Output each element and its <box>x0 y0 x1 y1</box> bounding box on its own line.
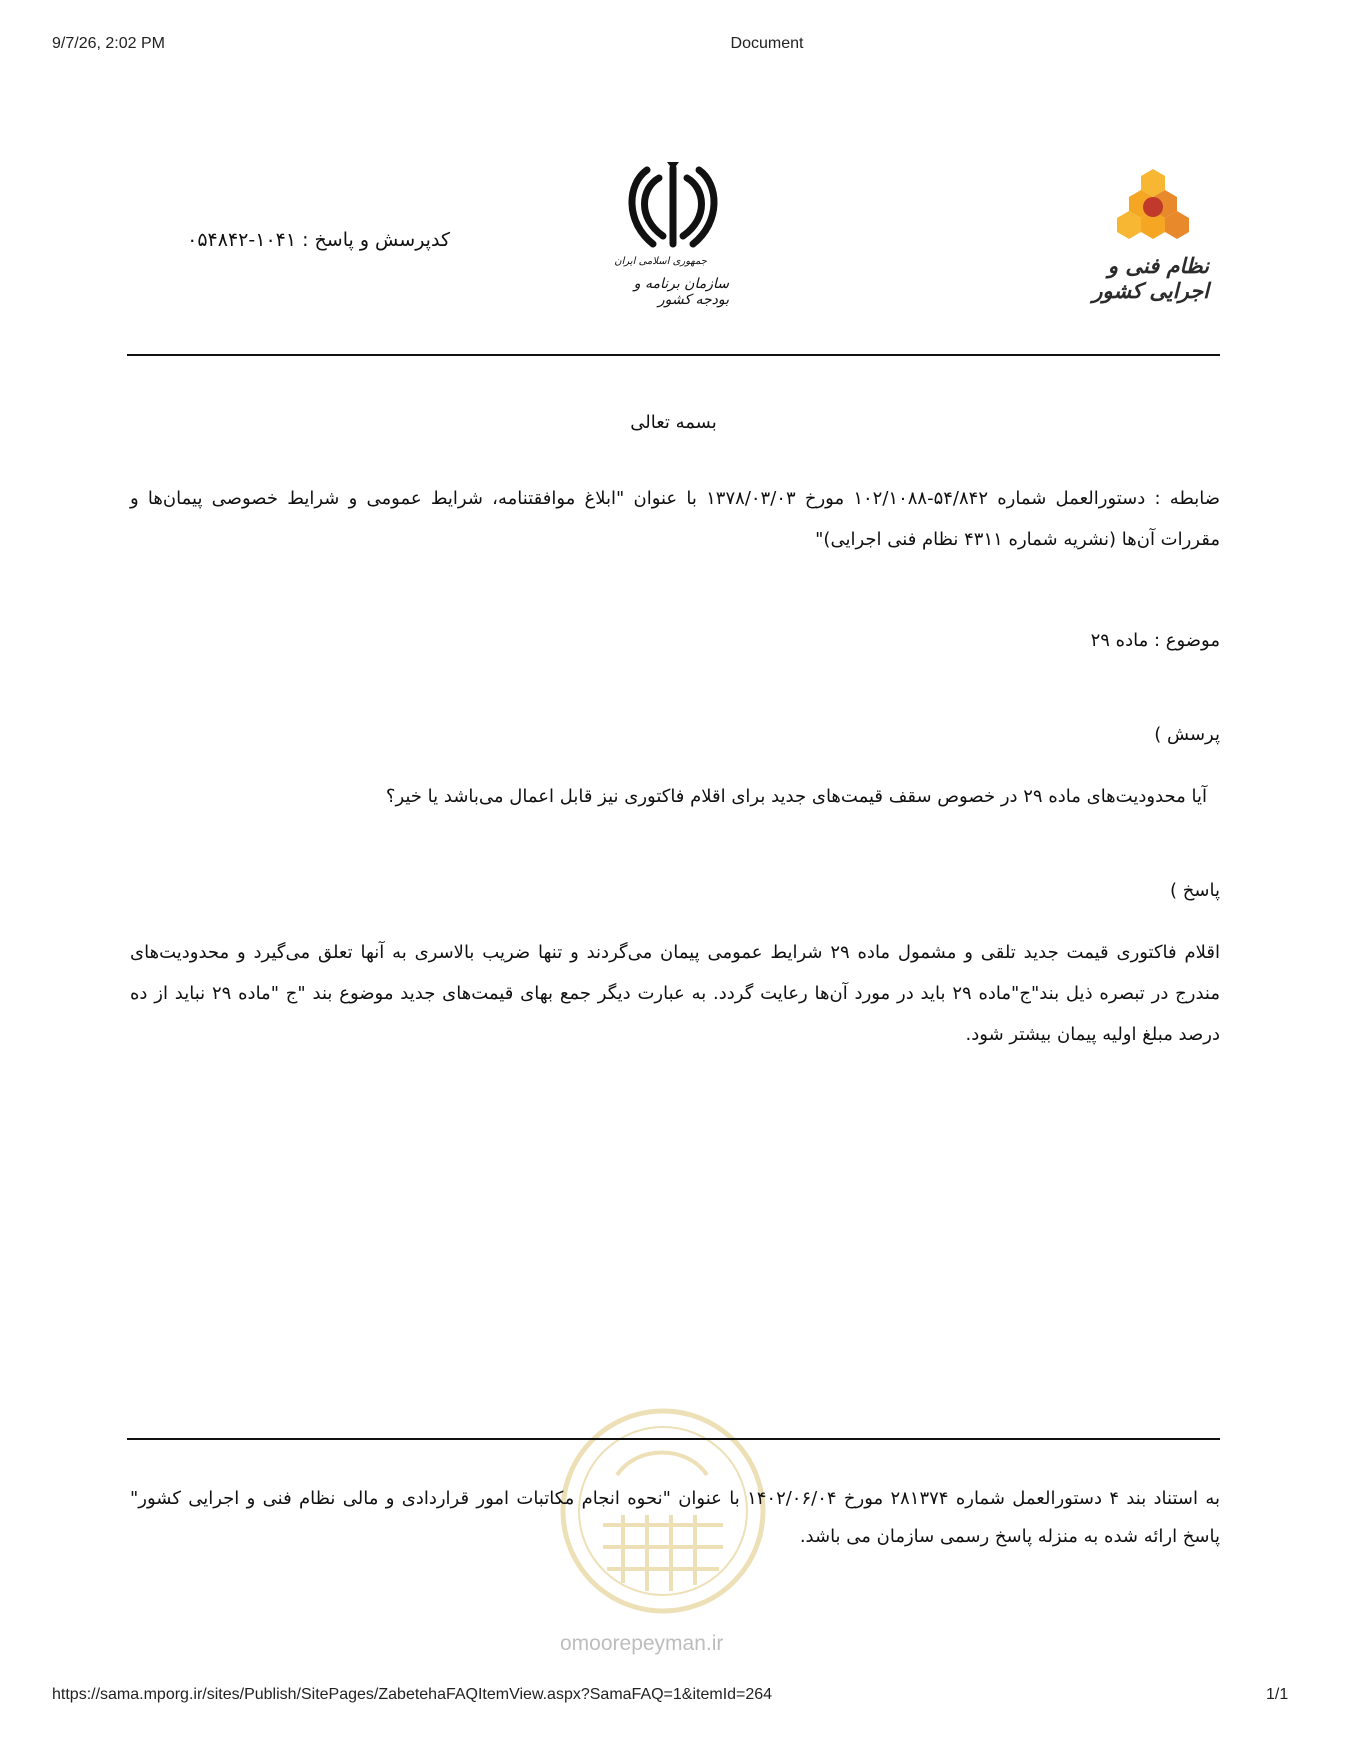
answer-label: پاسخ ) <box>1170 880 1220 901</box>
header-divider <box>127 354 1220 356</box>
subject: موضوع : ماده ۲۹ <box>1090 630 1220 651</box>
cubes-logo-icon <box>1103 165 1203 247</box>
regulation-reference: ضابطه : دستورالعمل شماره ۵۴/۸۴۲-۱۰۲/۱۰۸۸ مورخ ۱۳۷۸/۰۳/۰۳ با عنوان "ابلاغ موافقتنامه، شرایط عمومی و شرایط خصوصی پیمان‌ها و مقررات آن‌ها (نشریه شماره ۴۳۱۱ نظام فنی اجرایی)" <box>130 488 1221 550</box>
footer-note: به استناد بند ۴ دستورالعمل شماره ۲۸۱۳۷۴ مورخ ۱۴۰۲/۰۶/۰۴ با عنوان "نحوه انجام مکاتبات امور قراردادی و مالی نظام فنی و اجرایی کشور" پاسخ ارائه شده به منزله پاسخ رسمی سازمان می باشد. <box>130 1488 1220 1547</box>
watermark-site: omoorepeyman.ir <box>560 1632 724 1655</box>
emblem-line-1: جمهوری اسلامی ایران <box>614 256 707 267</box>
answer-text: اقلام فاکتوری قیمت جدید تلقی و مشمول ماده ۲۹ شرایط عمومی پیمان می‌گردند و تنها ضریب بالاسری به آنها تعلق می‌گیرد و محدودیت‌های مندرج در تبصره ذیل بند"ج"ماده ۲۹ باید در مورد آن‌ها رعایت گردد. به عبارت دیگر جمع بهای قیمت‌های جدید موضوع بند "ج "ماده ۲۹ نباید از ده درصد مبلغ اولیه پیمان بیشتر شود. <box>130 942 1220 1045</box>
emblem-block <box>605 160 735 310</box>
print-url: https://sama.mporg.ir/sites/Publish/SitePages/ZabetehaFAQItemView.aspx?SamaFAQ=1&itemId=264 <box>52 1686 773 1703</box>
invocation: بسمه تعالی <box>630 412 717 433</box>
print-document-title: Document <box>730 35 804 52</box>
emblem-line-2: سازمان برنامه و بودجه کشور <box>633 276 729 308</box>
question-code: کدپرسش و پاسخ : ۱۰۴۱-۰۵۴۸۴۲ <box>187 229 450 251</box>
question-text: آیا محدودیت‌های ماده ۲۹ در خصوص سقف قیمت‌های جدید برای اقلام فاکتوری نیز قابل اعمال می‌باشد یا خیر؟ <box>385 786 1207 807</box>
iran-emblem-icon <box>623 160 723 252</box>
print-page-number: 1/1 <box>1266 1686 1289 1703</box>
logo-text: نظام فنی و اجرایی کشور <box>1092 253 1209 303</box>
question-label: پرسش ) <box>1154 724 1220 745</box>
print-datetime: 9/7/26, 2:02 PM <box>52 35 165 52</box>
footer-divider <box>127 1438 1220 1440</box>
logo-block <box>1065 165 1215 303</box>
